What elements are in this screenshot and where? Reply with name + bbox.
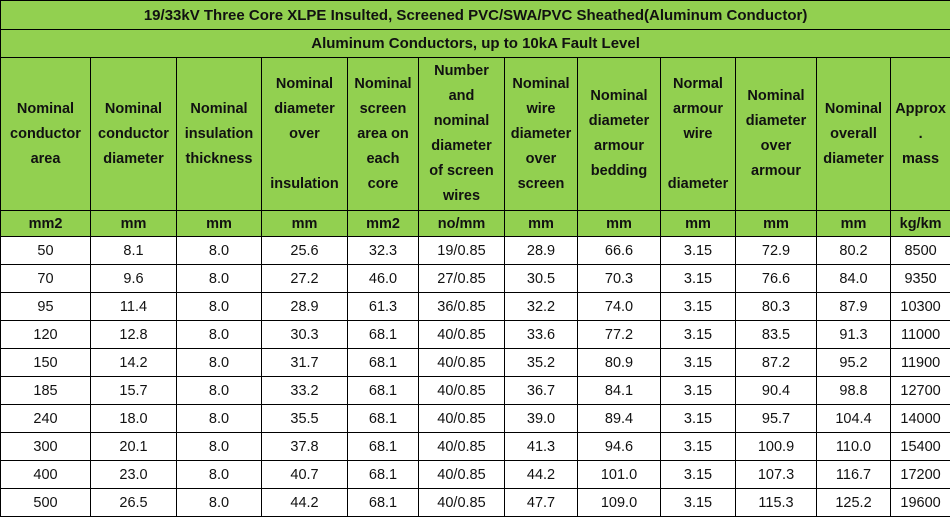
unit-cell: mm — [736, 211, 817, 237]
column-header-line: of screen — [429, 159, 493, 184]
column-header-line: bedding — [589, 159, 649, 184]
column-header — [91, 58, 177, 211]
unit-cell: mm — [578, 211, 661, 237]
table-cell: 3.15 — [661, 237, 736, 265]
table-cell: 39.0 — [505, 405, 578, 433]
column-header-line: area — [10, 147, 81, 172]
column-header — [891, 58, 950, 211]
column-header-line: diameter — [589, 109, 649, 134]
table-cell: 3.15 — [661, 377, 736, 405]
table-cell: 35.5 — [262, 405, 348, 433]
column-header-line: . — [895, 122, 946, 147]
unit-cell: kg/km — [891, 211, 950, 237]
table-cell: 12.8 — [91, 321, 177, 349]
table-cell: 3.15 — [661, 293, 736, 321]
table-cell: 36/0.85 — [419, 293, 505, 321]
table-cell: 101.0 — [578, 461, 661, 489]
column-header-line: diameter — [429, 134, 493, 159]
table-cell: 3.15 — [661, 405, 736, 433]
table-cell: 15400 — [891, 433, 950, 461]
table-cell: 8.0 — [177, 237, 262, 265]
table-row — [1, 433, 950, 461]
table-cell: 76.6 — [736, 265, 817, 293]
table-cell: 8.0 — [177, 293, 262, 321]
column-header-line — [270, 147, 338, 172]
column-header — [1, 58, 91, 211]
table-cell: 28.9 — [505, 237, 578, 265]
unit-cell: mm — [262, 211, 348, 237]
table-cell: 15.7 — [91, 377, 177, 405]
table-cell: 68.1 — [348, 321, 419, 349]
table-cell: 115.3 — [736, 489, 817, 517]
table-cell: 11900 — [891, 349, 950, 377]
table-cell: 74.0 — [578, 293, 661, 321]
column-header-line: core — [354, 172, 411, 197]
table-cell: 40.7 — [262, 461, 348, 489]
table-cell: 91.3 — [817, 321, 891, 349]
table-cell: 3.15 — [661, 265, 736, 293]
table-cell: 68.1 — [348, 489, 419, 517]
table-row — [1, 461, 950, 489]
column-header-line: Nominal — [589, 84, 649, 109]
table-cell: 25.6 — [262, 237, 348, 265]
table-cell: 30.5 — [505, 265, 578, 293]
table-cell: 3.15 — [661, 489, 736, 517]
table-cell: 90.4 — [736, 377, 817, 405]
table-row — [1, 321, 950, 349]
table-cell: 80.3 — [736, 293, 817, 321]
table-cell: 44.2 — [262, 489, 348, 517]
table-cell: 14000 — [891, 405, 950, 433]
table-cell: 20.1 — [91, 433, 177, 461]
table-cell: 70 — [1, 265, 91, 293]
column-header-line: Nominal — [511, 72, 571, 97]
table-cell: 70.3 — [578, 265, 661, 293]
table-cell: 47.7 — [505, 489, 578, 517]
column-header-line: Normal — [668, 72, 728, 97]
table-cell: 11.4 — [91, 293, 177, 321]
table-cell: 98.8 — [817, 377, 891, 405]
column-header-line: diameter — [746, 109, 806, 134]
column-header-line: nominal — [429, 109, 493, 134]
table-cell: 107.3 — [736, 461, 817, 489]
table-cell: 68.1 — [348, 433, 419, 461]
table-cell: 8.0 — [177, 377, 262, 405]
unit-cell: mm — [177, 211, 262, 237]
table-cell: 31.7 — [262, 349, 348, 377]
table-cell: 9.6 — [91, 265, 177, 293]
table-cell: 32.2 — [505, 293, 578, 321]
column-header-line: conductor — [10, 122, 81, 147]
column-header — [419, 58, 505, 211]
column-header-line: Nominal — [10, 97, 81, 122]
column-header — [578, 58, 661, 211]
table-cell: 26.5 — [91, 489, 177, 517]
table-cell: 61.3 — [348, 293, 419, 321]
table-cell: 68.1 — [348, 377, 419, 405]
table-cell: 500 — [1, 489, 91, 517]
table-cell: 37.8 — [262, 433, 348, 461]
table-cell: 32.3 — [348, 237, 419, 265]
column-header-line: over — [746, 134, 806, 159]
column-header — [661, 58, 736, 211]
unit-cell: no/mm — [419, 211, 505, 237]
table-cell: 185 — [1, 377, 91, 405]
table-cell: 23.0 — [91, 461, 177, 489]
column-header-line: armour — [668, 97, 728, 122]
table-cell: 44.2 — [505, 461, 578, 489]
table-cell: 87.9 — [817, 293, 891, 321]
table-row — [1, 293, 950, 321]
column-header — [817, 58, 891, 211]
table-cell: 87.2 — [736, 349, 817, 377]
table-cell: 27/0.85 — [419, 265, 505, 293]
table-cell: 89.4 — [578, 405, 661, 433]
column-header-line: Nominal — [98, 97, 169, 122]
table-cell: 18.0 — [91, 405, 177, 433]
column-header-line: screen — [354, 97, 411, 122]
table-cell: 95.7 — [736, 405, 817, 433]
table-cell: 94.6 — [578, 433, 661, 461]
table-cell: 120 — [1, 321, 91, 349]
unit-cell: mm — [661, 211, 736, 237]
table-cell: 40/0.85 — [419, 461, 505, 489]
column-header-line: Nominal — [746, 84, 806, 109]
column-header-line: over — [270, 122, 338, 147]
table-cell: 28.9 — [262, 293, 348, 321]
column-header-line: mass — [895, 147, 946, 172]
table-cell: 33.6 — [505, 321, 578, 349]
table-cell: 100.9 — [736, 433, 817, 461]
column-header — [736, 58, 817, 211]
table-title: 19/33kV Three Core XLPE Insulted, Screened PVC/SWA/PVC Sheathed(Aluminum Conductor) — [1, 1, 950, 30]
table-cell: 8.0 — [177, 461, 262, 489]
column-header-line: diameter — [823, 147, 883, 172]
table-cell: 240 — [1, 405, 91, 433]
table-row — [1, 349, 950, 377]
table-cell: 68.1 — [348, 405, 419, 433]
table-cell: 40/0.85 — [419, 321, 505, 349]
column-header-line: diameter — [668, 172, 728, 197]
column-header-line: wire — [511, 97, 571, 122]
table-row — [1, 265, 950, 293]
column-header-line: wires — [429, 184, 493, 209]
column-header-line: Nominal — [185, 97, 253, 122]
table-cell: 3.15 — [661, 321, 736, 349]
unit-row — [1, 211, 950, 237]
table-cell: 95.2 — [817, 349, 891, 377]
column-header — [348, 58, 419, 211]
table-cell: 33.2 — [262, 377, 348, 405]
table-cell: 36.7 — [505, 377, 578, 405]
table-cell: 19/0.85 — [419, 237, 505, 265]
column-header-line — [668, 147, 728, 172]
column-header-line: armour — [746, 159, 806, 184]
table-row — [1, 377, 950, 405]
column-header — [505, 58, 578, 211]
table-cell: 150 — [1, 349, 91, 377]
table-cell: 9350 — [891, 265, 950, 293]
table-cell: 3.15 — [661, 433, 736, 461]
table-cell: 68.1 — [348, 461, 419, 489]
table-cell: 72.9 — [736, 237, 817, 265]
table-cell: 8500 — [891, 237, 950, 265]
column-header-line: and — [429, 84, 493, 109]
table-cell: 46.0 — [348, 265, 419, 293]
column-header-line: over — [511, 147, 571, 172]
table-row — [1, 237, 950, 265]
column-header — [177, 58, 262, 211]
table-row — [1, 489, 950, 517]
column-header-row — [1, 58, 950, 211]
table-cell: 40/0.85 — [419, 377, 505, 405]
table-cell: 110.0 — [817, 433, 891, 461]
table-cell: 8.0 — [177, 349, 262, 377]
table-cell: 8.0 — [177, 489, 262, 517]
column-header-line: insulation — [270, 172, 338, 197]
column-header-line: screen — [511, 172, 571, 197]
table-cell: 116.7 — [817, 461, 891, 489]
table-cell: 10300 — [891, 293, 950, 321]
unit-cell: mm — [505, 211, 578, 237]
table-cell: 300 — [1, 433, 91, 461]
table-cell: 40/0.85 — [419, 433, 505, 461]
table-cell: 11000 — [891, 321, 950, 349]
column-header-line: Nominal — [354, 72, 411, 97]
table-cell: 80.2 — [817, 237, 891, 265]
column-header-line: Nominal — [823, 97, 883, 122]
table-cell: 77.2 — [578, 321, 661, 349]
table-cell: 41.3 — [505, 433, 578, 461]
column-header-line: diameter — [511, 122, 571, 147]
unit-cell: mm — [817, 211, 891, 237]
column-header-line: diameter — [98, 147, 169, 172]
table-cell: 66.6 — [578, 237, 661, 265]
table-cell: 8.0 — [177, 265, 262, 293]
unit-cell: mm2 — [348, 211, 419, 237]
table-cell: 8.0 — [177, 405, 262, 433]
table-cell: 17200 — [891, 461, 950, 489]
table-cell: 80.9 — [578, 349, 661, 377]
column-header-line: insulation — [185, 122, 253, 147]
table-cell: 68.1 — [348, 349, 419, 377]
column-header-line: Approx — [895, 97, 946, 122]
table-body — [1, 237, 950, 517]
table-cell: 400 — [1, 461, 91, 489]
unit-cell: mm2 — [1, 211, 91, 237]
table-cell: 104.4 — [817, 405, 891, 433]
table-cell: 14.2 — [91, 349, 177, 377]
column-header-line: armour — [589, 134, 649, 159]
table-cell: 27.2 — [262, 265, 348, 293]
table-cell: 109.0 — [578, 489, 661, 517]
column-header-line: diameter — [270, 97, 338, 122]
table-cell: 50 — [1, 237, 91, 265]
column-header-line: each — [354, 147, 411, 172]
column-header-line: thickness — [185, 147, 253, 172]
table-cell: 125.2 — [817, 489, 891, 517]
table-cell: 8.1 — [91, 237, 177, 265]
table-cell: 12700 — [891, 377, 950, 405]
table-cell: 8.0 — [177, 321, 262, 349]
table-cell: 40/0.85 — [419, 405, 505, 433]
table-cell: 83.5 — [736, 321, 817, 349]
table-cell: 84.1 — [578, 377, 661, 405]
table-cell: 19600 — [891, 489, 950, 517]
table-cell: 3.15 — [661, 349, 736, 377]
column-header-line: conductor — [98, 122, 169, 147]
column-header-line: wire — [668, 122, 728, 147]
column-header-line: Nominal — [270, 72, 338, 97]
table-cell: 3.15 — [661, 461, 736, 489]
table-cell: 40/0.85 — [419, 349, 505, 377]
column-header-line: area on — [354, 122, 411, 147]
table-cell: 84.0 — [817, 265, 891, 293]
table-cell: 30.3 — [262, 321, 348, 349]
unit-cell: mm — [91, 211, 177, 237]
column-header-line: Number — [429, 59, 493, 84]
table-row — [1, 405, 950, 433]
table-cell: 8.0 — [177, 433, 262, 461]
column-header — [262, 58, 348, 211]
table-cell: 95 — [1, 293, 91, 321]
table-cell: 40/0.85 — [419, 489, 505, 517]
column-header-line: overall — [823, 122, 883, 147]
table-cell: 35.2 — [505, 349, 578, 377]
table-subtitle: Aluminum Conductors, up to 10kA Fault Level — [1, 30, 950, 58]
